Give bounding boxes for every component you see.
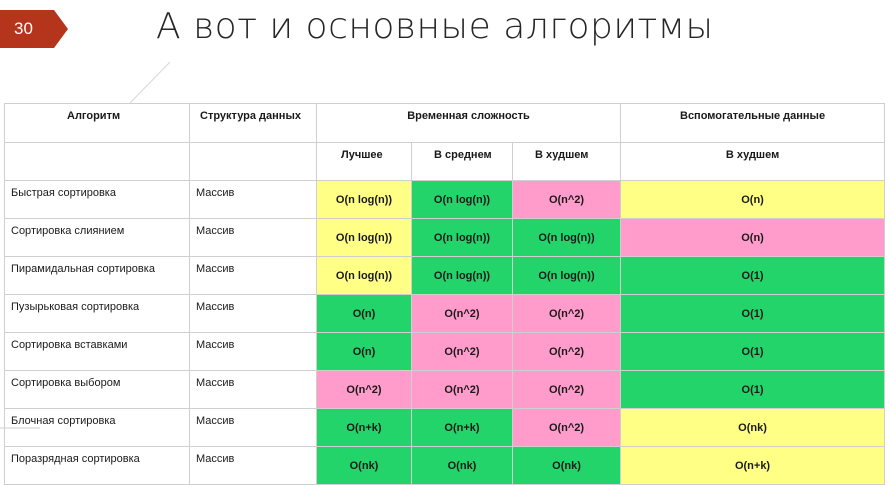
space-complexity-cell: O(n+k): [621, 447, 885, 485]
table-subheader-row: [5, 143, 885, 181]
subheader-average: В среднем: [412, 143, 513, 181]
subheader-space-worst: В худшем: [621, 143, 885, 181]
algorithm-name: Поразрядная сортировка: [5, 447, 190, 485]
time-complexity-avg-cell: O(n^2): [412, 371, 513, 409]
table-row: [5, 181, 885, 219]
subheader-worst: В худшем: [513, 143, 621, 181]
space-complexity-cell: O(1): [621, 371, 885, 409]
time-complexity-avg-cell: O(n log(n)): [412, 257, 513, 295]
algorithms-table: [4, 103, 885, 485]
time-complexity-avg-cell: O(nk): [412, 447, 513, 485]
time-complexity-avg-cell: O(n log(n)): [412, 181, 513, 219]
data-structure: Массив: [190, 447, 317, 485]
time-complexity-worst-cell: O(n^2): [513, 409, 621, 447]
data-structure: Массив: [190, 181, 317, 219]
table-row: [5, 333, 885, 371]
header-algorithm: Алгоритм: [5, 104, 190, 143]
header-time-complexity: Временная сложность: [317, 104, 621, 143]
time-complexity-worst-cell: O(n^2): [513, 181, 621, 219]
data-structure: Массив: [190, 295, 317, 333]
time-complexity-avg-cell: O(n log(n)): [412, 219, 513, 257]
data-structure: Массив: [190, 257, 317, 295]
header-auxiliary-data: Вспомогательные данные: [621, 104, 885, 143]
table-row: [5, 257, 885, 295]
space-complexity-cell: O(n): [621, 181, 885, 219]
time-complexity-worst-cell: O(nk): [513, 447, 621, 485]
table-row: [5, 295, 885, 333]
time-complexity-avg-cell: O(n^2): [412, 295, 513, 333]
algorithm-name: Пузырьковая сортировка: [5, 295, 190, 333]
time-complexity-worst-cell: O(n^2): [513, 371, 621, 409]
slide-number: 30: [14, 19, 33, 38]
subheader-best: Лучшее: [317, 143, 412, 181]
time-complexity-avg-cell: O(n^2): [412, 333, 513, 371]
data-structure: Массив: [190, 333, 317, 371]
time-complexity-best-cell: O(n log(n)): [317, 219, 412, 257]
time-complexity-best-cell: O(n^2): [317, 371, 412, 409]
table-row: [5, 219, 885, 257]
time-complexity-best-cell: O(n log(n)): [317, 257, 412, 295]
space-complexity-cell: O(n): [621, 219, 885, 257]
table-header-row: [5, 104, 885, 143]
time-complexity-best-cell: O(n): [317, 295, 412, 333]
data-structure: Массив: [190, 219, 317, 257]
algorithm-name: Быстрая сортировка: [5, 181, 190, 219]
space-complexity-cell: O(1): [621, 257, 885, 295]
time-complexity-worst-cell: O(n log(n)): [513, 219, 621, 257]
slide-number-badge: [0, 10, 68, 48]
algorithm-name: Блочная сортировка: [5, 409, 190, 447]
algorithm-name: Сортировка выбором: [5, 371, 190, 409]
data-structure: Массив: [190, 371, 317, 409]
time-complexity-best-cell: O(nk): [317, 447, 412, 485]
space-complexity-cell: O(1): [621, 295, 885, 333]
subheader-empty: [190, 143, 317, 181]
data-structure: Массив: [190, 409, 317, 447]
time-complexity-best-cell: O(n): [317, 333, 412, 371]
space-complexity-cell: O(nk): [621, 409, 885, 447]
table-row: [5, 409, 885, 447]
algorithm-name: Сортировка вставками: [5, 333, 190, 371]
table-row: [5, 447, 885, 485]
time-complexity-best-cell: O(n+k): [317, 409, 412, 447]
time-complexity-avg-cell: O(n+k): [412, 409, 513, 447]
table-row: [5, 371, 885, 409]
time-complexity-worst-cell: O(n log(n)): [513, 257, 621, 295]
subheader-empty: [5, 143, 190, 181]
time-complexity-best-cell: O(n log(n)): [317, 181, 412, 219]
time-complexity-worst-cell: O(n^2): [513, 295, 621, 333]
time-complexity-worst-cell: O(n^2): [513, 333, 621, 371]
space-complexity-cell: O(1): [621, 333, 885, 371]
header-structure: Структура данных: [190, 104, 317, 143]
slide-title: А вот и основные алгоритмы: [156, 6, 714, 47]
algorithm-name: Сортировка слиянием: [5, 219, 190, 257]
algorithm-name: Пирамидальная сортировка: [5, 257, 190, 295]
